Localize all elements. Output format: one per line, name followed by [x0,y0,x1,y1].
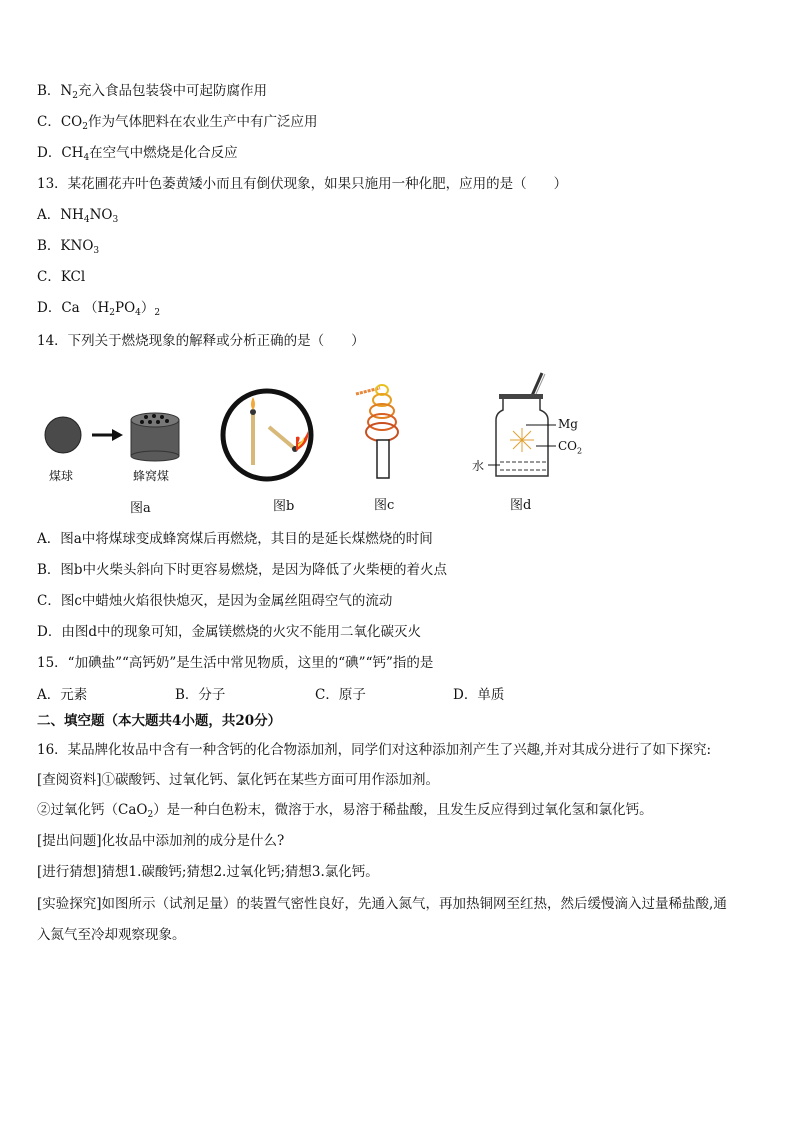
q14-option-d: D．由图d中的现象可知，金属镁燃烧的火灾不能用二氧化碳灭火 [37,624,421,640]
figure-b [218,385,328,520]
q12-option-b: B．$N_2$充入食品包装袋中可起防腐作用 [37,83,267,101]
q15-option-b: B．分子 [175,687,226,703]
q13-option-a: A．$NH_4NO_3$ [37,207,119,225]
q14-stem: 14．下列关于燃烧现象的解释或分析正确的是（ ） [37,333,365,349]
q13-stem: 13．某花圃花卉叶色萎黄矮小而且有倒伏现象，如果只施用一种化肥，应用的是（ ） [37,176,568,192]
q14-option-b: B．图b中火柴头斜向下时更容易燃烧，是因为降低了火柴梗的着火点 [37,562,448,578]
section-2-title: 二、填空题（本大题共4小题，共20分） [37,713,282,729]
q16-experiment-line-2: 入氮气至冷却观察现象。 [37,927,186,943]
q16-hypothesis: [进行猜想]猜想1.碳酸钙;猜想2.过氧化钙;猜想3.氯化钙。 [37,864,379,880]
figure-c-caption: 图c [374,498,395,513]
q12-option-c: C．$CO_2$作为气体肥料在农业生产中有广泛应用 [37,114,318,132]
figure-a-caption: 图a [130,501,151,516]
q15-option-d: D．单质 [453,687,505,703]
q15-stem: 15．“加碘盐”“高钙奶”是生活中常见物质，这里的“碘”“钙”指的是 [37,655,434,671]
q14-option-c: C．图c中蜡烛火焰很快熄灭，是因为金属丝阻碍空气的流动 [37,593,393,609]
q16-stem: 16．某品牌化妆品中含有一种含钙的化合物添加剂，同学们对这种添加剂产生了兴趣,并对其成分进行了如下探究: [37,742,712,758]
q16-question: [提出问题]化妆品中添加剂的成分是什么? [37,833,285,849]
figure-a [40,405,200,520]
q12-option-d: D．$CH_4$在空气中燃烧是化合反应 [37,145,238,163]
q14-option-a: A．图a中将煤球变成蜂窝煤后再燃烧，其目的是延长煤燃烧的时间 [37,531,433,547]
coal-ball-to-honeycomb-icon [40,405,200,475]
q13-option-b: B．$KNO_3$ [37,238,100,256]
figure-d-caption: 图d [510,498,532,513]
mg-label: Mg [558,417,578,431]
q16-info-2: ②过氧化钙（CaO$_2$）是一种白色粉末，微溶于水，易溶于稀盐酸，且发生反应得到过氧化氢和氯化钙。 [37,802,653,820]
candle-with-coil-icon [352,380,442,480]
q15-option-a: A．元素 [37,687,88,703]
co2-label: $CO_2$ [558,439,583,456]
water-label: 水 [472,459,485,473]
figure-b-caption: 图b [273,499,295,514]
q15-option-c: C．原子 [315,687,366,703]
matches-icon [218,385,318,485]
figure-c [352,380,442,520]
honeycomb-coal-label: 蜂窝煤 [133,469,170,483]
q13-option-c: C．KCl [37,269,86,285]
figure-d [470,368,590,520]
q13-option-d: D．Ca $(H_2PO_4)_2$ [37,300,161,318]
coal-ball-label: 煤球 [49,469,74,483]
q16-info-1: [查阅资料]①碳酸钙、过氧化钙、氯化钙在某些方面可用作添加剂。 [37,772,440,788]
q16-experiment-line-1: [实验探究]如图所示（试剂足量）的装置气密性良好，先通入氮气，再加热铜网至红热，然后缓慢滴入过量稀盐酸,通 [37,896,727,912]
